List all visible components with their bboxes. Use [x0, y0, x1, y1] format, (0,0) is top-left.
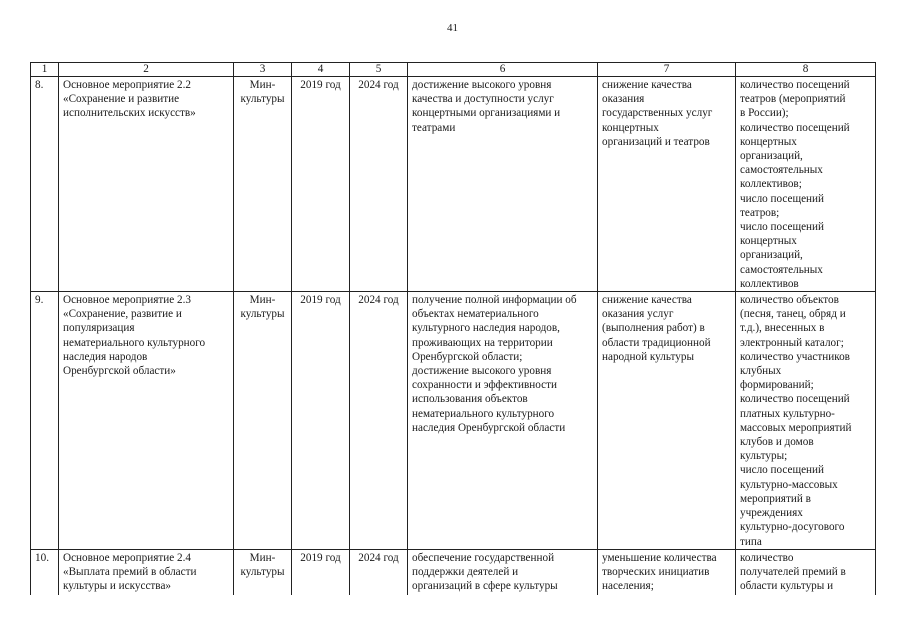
- cell-expected-result: [408, 549, 598, 595]
- cell-line: концертных: [740, 135, 797, 148]
- cell-line: количество: [740, 551, 794, 564]
- cell-line: культурного наследия народов,: [412, 322, 560, 335]
- cell-line: культуры и искусства»: [63, 580, 172, 593]
- table-row: [31, 77, 876, 292]
- cell-line: культурно-досугового: [740, 521, 845, 534]
- cell-number: 9.: [31, 292, 59, 550]
- table-row: [31, 292, 876, 550]
- cell-line: т.д.), внесенных в: [740, 322, 825, 335]
- cell-start-year: 2019 год: [292, 77, 350, 292]
- cell-line: области традиционной: [602, 336, 711, 349]
- cell-consequence: [598, 77, 736, 292]
- cell-indicators: [736, 77, 876, 292]
- cell-line: поддержки деятелей и: [412, 565, 519, 578]
- cell-line: Оренбургской области»: [63, 365, 176, 378]
- col-header-7: 7: [598, 63, 736, 77]
- cell-line: мероприятий в: [740, 492, 811, 505]
- cell-line: количество посещений: [740, 79, 850, 91]
- cell-line: концертных: [740, 235, 797, 248]
- cell-line: Основное мероприятие 2.4: [63, 551, 191, 564]
- cell-line: «Сохранение и развитие: [63, 93, 180, 106]
- cell-line: клубных: [740, 365, 782, 378]
- cell-line: исполнительских искусств»: [63, 107, 196, 120]
- cell-line: электронный каталог;: [740, 336, 844, 349]
- cell-executor: [234, 549, 292, 595]
- cell-line: государственных услуг: [602, 107, 713, 120]
- cell-line: организаций,: [740, 150, 803, 163]
- cell-event: [59, 549, 234, 595]
- cell-line: количество участников: [740, 350, 850, 363]
- cell-line: оказания: [602, 93, 645, 106]
- cell-line: театров (мероприятий: [740, 93, 846, 106]
- cell-line: количество посещений: [740, 393, 850, 406]
- cell-line: театрами: [412, 121, 456, 134]
- cell-line: культуры: [240, 93, 285, 106]
- col-header-6: 6: [408, 63, 598, 77]
- cell-line: (песня, танец, обряд и: [740, 308, 846, 321]
- cell-line: концертными организациями и: [412, 107, 561, 120]
- cell-line: число посещений: [740, 464, 825, 477]
- cell-line: культуры;: [740, 450, 788, 463]
- cell-line: в России);: [740, 107, 789, 120]
- cell-line: проживающих на территории: [412, 336, 553, 349]
- cell-line: «Выплата премий в области: [63, 565, 197, 578]
- cell-line: наследия народов: [63, 350, 148, 363]
- cell-line: организаций,: [740, 249, 803, 262]
- cell-expected-result: [408, 77, 598, 292]
- table-row: [31, 549, 876, 595]
- cell-line: достижение высокого уровня: [412, 79, 552, 91]
- cell-line: оказания услуг: [602, 308, 674, 321]
- cell-line: концертных: [602, 121, 659, 134]
- col-header-8: 8: [736, 63, 876, 77]
- cell-number: 10.: [31, 549, 59, 595]
- cell-line: Мин-: [249, 551, 276, 564]
- cell-line: снижение качества: [602, 79, 692, 91]
- header-row: [31, 63, 876, 77]
- cell-line: платных культурно-: [740, 407, 835, 420]
- cell-line: получателей премий в: [740, 565, 846, 578]
- cell-indicators: [736, 549, 876, 595]
- cell-executor: [234, 77, 292, 292]
- cell-line: культурно-массовых: [740, 478, 838, 491]
- cell-line: наследия Оренбургской области: [412, 421, 566, 434]
- cell-line: организаций в сфере культуры: [412, 580, 558, 593]
- cell-line: количество объектов: [740, 294, 839, 307]
- cell-line: культуры: [240, 565, 285, 578]
- cell-line: клубов и домов: [740, 436, 814, 449]
- col-header-4: 4: [292, 63, 350, 77]
- cell-line: сохранности и эффективности: [412, 379, 557, 392]
- cell-line: достижение высокого уровня: [412, 365, 552, 378]
- cell-end-year: 2024 год: [350, 549, 408, 595]
- cell-event: [59, 77, 234, 292]
- cell-line: населения;: [602, 580, 654, 593]
- cell-line: снижение качества: [602, 294, 692, 307]
- cell-line: самостоятельных: [740, 263, 823, 276]
- cell-line: Мин-: [249, 79, 276, 91]
- cell-line: качества и доступности услуг: [412, 93, 554, 106]
- cell-line: популяризация: [63, 322, 135, 335]
- cell-consequence: [598, 292, 736, 550]
- cell-consequence: [598, 549, 736, 595]
- cell-line: объектах нематериального: [412, 308, 539, 321]
- cell-end-year: 2024 год: [350, 77, 408, 292]
- cell-line: использования объектов: [412, 393, 528, 406]
- cell-end-year: 2024 год: [350, 292, 408, 550]
- page-number: 41: [447, 22, 458, 34]
- cell-start-year: 2019 год: [292, 549, 350, 595]
- col-header-3: 3: [234, 63, 292, 77]
- cell-line: обеспечение государственной: [412, 551, 555, 564]
- cell-line: Основное мероприятие 2.2: [63, 79, 191, 91]
- col-header-5: 5: [350, 63, 408, 77]
- cell-indicators: [736, 292, 876, 550]
- cell-line: число посещений: [740, 192, 825, 205]
- cell-line: театров;: [740, 206, 780, 219]
- cell-executor: [234, 292, 292, 550]
- cell-line: количество посещений: [740, 121, 850, 134]
- cell-line: области культуры и: [740, 580, 834, 593]
- cell-line: нематериального культурного: [412, 407, 555, 420]
- cell-line: организаций и театров: [602, 135, 710, 148]
- cell-line: «Сохранение, развитие и: [63, 308, 182, 321]
- cell-line: получение полной информации об: [412, 294, 577, 307]
- col-header-1: 1: [31, 63, 59, 77]
- cell-start-year: 2019 год: [292, 292, 350, 550]
- table-body: [31, 77, 876, 596]
- cell-line: нематериального культурного: [63, 336, 206, 349]
- cell-line: коллективов: [740, 277, 799, 290]
- cell-line: народной культуры: [602, 350, 694, 363]
- cell-expected-result: [408, 292, 598, 550]
- cell-line: творческих инициатив: [602, 565, 710, 578]
- cell-event: [59, 292, 234, 550]
- cell-line: Оренбургской области;: [412, 350, 523, 363]
- cell-line: коллективов;: [740, 178, 802, 191]
- cell-line: массовых мероприятий: [740, 421, 852, 434]
- cell-line: число посещений: [740, 221, 825, 234]
- cell-line: самостоятельных: [740, 164, 823, 177]
- cell-line: формирований;: [740, 379, 814, 392]
- cell-line: культуры: [240, 308, 285, 321]
- cell-line: уменьшение количества: [602, 551, 717, 564]
- cell-number: 8.: [31, 77, 59, 292]
- cell-line: Мин-: [249, 294, 276, 307]
- cell-line: типа: [740, 535, 762, 548]
- cell-line: учреждениях: [740, 507, 803, 520]
- cell-line: Основное мероприятие 2.3: [63, 294, 191, 307]
- cell-line: (выполнения работ) в: [602, 322, 705, 335]
- program-table: [30, 62, 876, 595]
- col-header-2: 2: [59, 63, 234, 77]
